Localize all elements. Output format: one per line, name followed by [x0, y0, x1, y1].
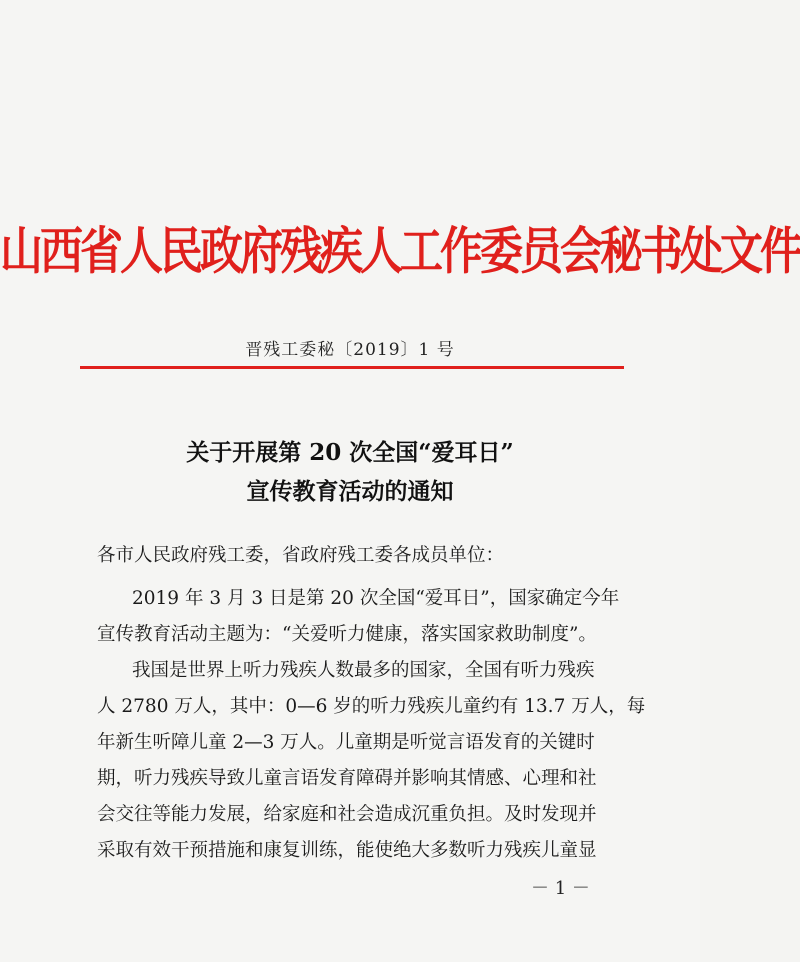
body-paragraph-line: 人 2780 万人，其中：0—6 岁的听力残疾儿童约有 13.7 万人，每 — [97, 696, 646, 717]
document-number: 晋残工委秘〔2019〕1 号 — [245, 340, 455, 360]
body-paragraph-line: 采取有效干预措施和康复训练，能使绝大多数听力残疾儿童显 — [97, 840, 597, 861]
body-paragraph-line: 期，听力残疾导致儿童言语发育障碍并影响其情感、心理和社 — [97, 768, 597, 789]
body-paragraph-line: 年新生听障儿童 2—3 万人。儿童期是听觉言语发育的关键时 — [97, 732, 595, 753]
body-paragraph-line: 2019 年 3 月 3 日是第 20 次全国“爱耳日”，国家确定今年 — [132, 588, 620, 609]
document-header-title: 山西省人民政府残疾人工作委员会秘书处文件 — [0, 222, 800, 282]
body-paragraph-line: 会交往等能力发展，给家庭和社会造成沉重负担。及时发现并 — [97, 804, 597, 825]
notice-title-line-2: 宣传教育活动的通知 — [246, 478, 454, 505]
page-number: － 1 － — [531, 878, 590, 899]
salutation-line: 各市人民政府残工委，省政府残工委各成员单位： — [97, 545, 505, 566]
notice-title-line-1: 关于开展第 20 次全国“爱耳日” — [186, 439, 514, 466]
body-paragraph-line: 宣传教育活动主题为：“关爱听力健康，落实国家救助制度”。 — [97, 624, 597, 645]
body-paragraph-line: 我国是世界上听力残疾人数最多的国家，全国有听力残疾 — [132, 660, 595, 681]
red-divider-line — [80, 366, 624, 369]
